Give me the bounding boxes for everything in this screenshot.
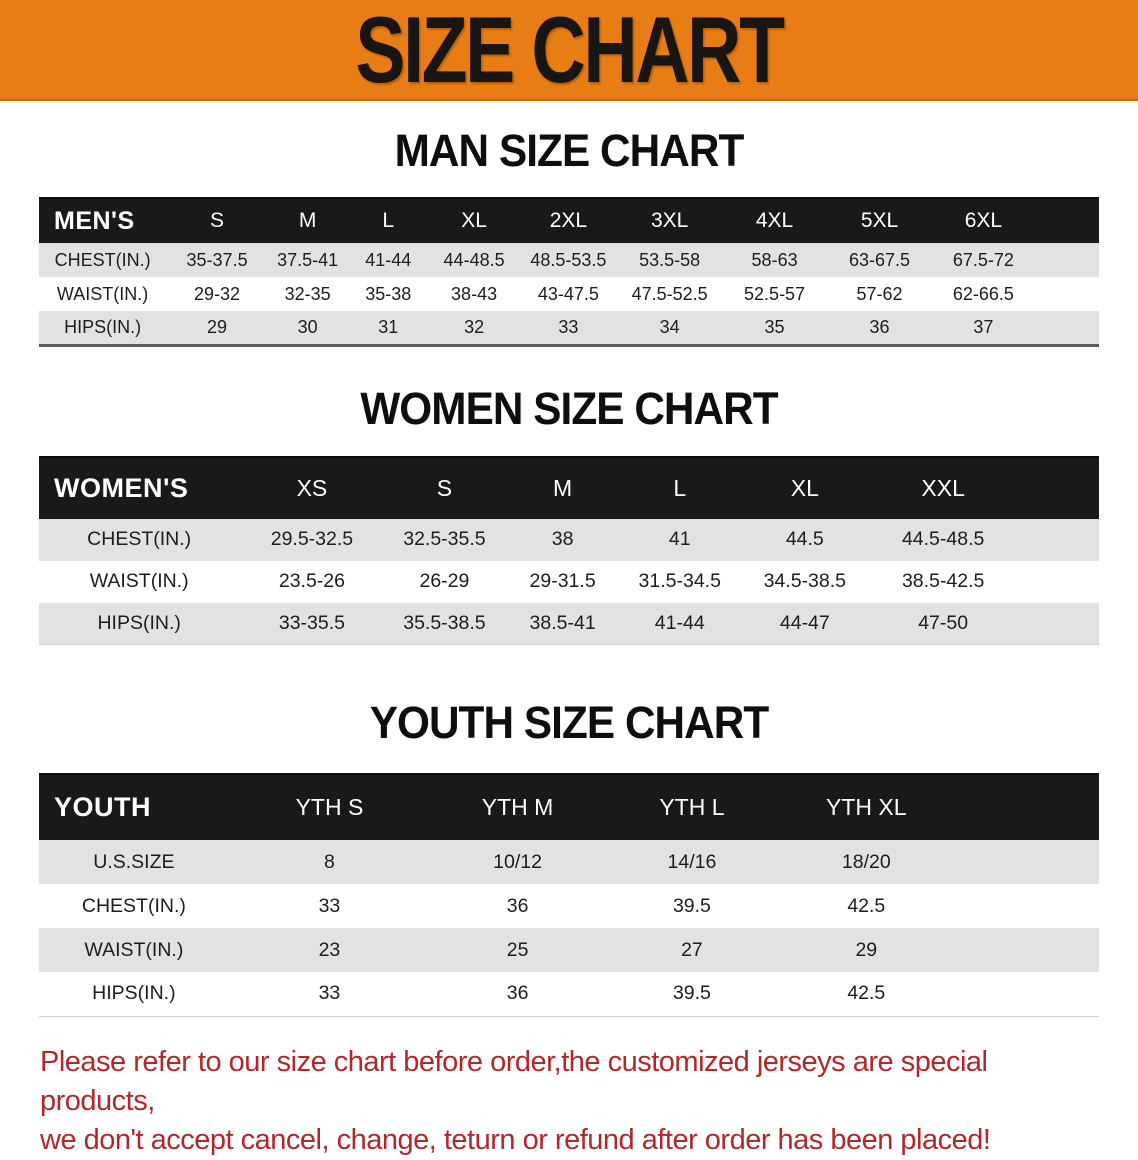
spacer-cell (954, 840, 1099, 884)
size-cell: 35 (722, 311, 828, 345)
size-cell: 34 (618, 311, 722, 345)
spacer-cell (1015, 561, 1099, 603)
size-cell: 47-50 (871, 603, 1015, 645)
size-cell: 10/12 (430, 840, 605, 884)
size-cell: 33 (229, 972, 430, 1016)
youth-col-header: YTH S (295, 794, 364, 820)
row-label-cell: HIPS(IN.) (39, 603, 239, 645)
header-spacer (954, 774, 1099, 840)
size-cell: 35-37.5 (166, 243, 268, 277)
size-cell: 44.5-48.5 (871, 519, 1015, 561)
women-hips-row (39, 603, 1099, 645)
women-section-title: WOMEN SIZE CHART (360, 382, 778, 434)
header-spacer (1015, 457, 1099, 519)
size-cell: 31.5-34.5 (621, 561, 739, 603)
size-cell: 8 (229, 840, 430, 884)
youth-ussize-row (39, 840, 1099, 884)
women-group-label: WOMEN'S (54, 472, 189, 503)
spacer-cell (1015, 603, 1099, 645)
men-waist-row (39, 277, 1099, 311)
women-size-table (39, 456, 1099, 646)
disclaimer-line-2: we don't accept cancel, change, teturn or refund after order has been placed! (40, 1123, 991, 1156)
women-col-header: S (436, 474, 453, 501)
youth-size-table (39, 773, 1099, 1017)
size-cell: 42.5 (779, 884, 954, 928)
women-col-header: XS (296, 474, 328, 501)
size-cell: 44-48.5 (429, 243, 519, 277)
size-cell: 67.5-72 (931, 243, 1035, 277)
size-cell: 37 (931, 311, 1035, 345)
size-cell: 38-43 (429, 277, 519, 311)
row-label-cell: WAIST(IN.) (39, 277, 166, 311)
women-col-header: M (553, 474, 573, 501)
spacer-cell (1035, 243, 1099, 277)
row-label-cell: CHEST(IN.) (39, 243, 166, 277)
row-label-cell: CHEST(IN.) (39, 519, 239, 561)
youth-col-header: YTH L (659, 794, 725, 820)
men-col-header: 6XL (964, 209, 1003, 232)
size-cell: 29 (779, 928, 954, 972)
men-header-row (39, 198, 1099, 243)
men-chest-row (39, 243, 1099, 277)
spacer-cell (1015, 519, 1099, 561)
men-section-title: MAN SIZE CHART (394, 125, 744, 176)
size-cell: 47.5-52.5 (618, 277, 722, 311)
row-label-cell: CHEST(IN.) (39, 884, 229, 928)
size-cell: 41-44 (621, 603, 739, 645)
size-cell: 29 (166, 311, 268, 345)
size-cell: 42.5 (779, 972, 954, 1016)
youth-group-label: YOUTH (54, 792, 151, 822)
size-cell: 44-47 (739, 603, 872, 645)
size-chart-banner (0, 0, 1138, 101)
size-cell: 32 (429, 311, 519, 345)
women-col-header: XL (790, 474, 819, 501)
men-col-header: S (210, 209, 225, 232)
banner-title: SIZE CHART (355, 0, 783, 102)
size-cell: 23.5-26 (239, 561, 384, 603)
size-cell: 36 (828, 311, 932, 345)
row-label-cell: WAIST(IN.) (39, 561, 239, 603)
row-label-cell: U.S.SIZE (39, 840, 229, 884)
size-cell: 32-35 (268, 277, 347, 311)
size-cell: 38.5-42.5 (871, 561, 1015, 603)
size-cell: 57-62 (828, 277, 932, 311)
size-cell: 39.5 (605, 884, 779, 928)
men-hips-row (39, 311, 1099, 345)
row-label-cell: WAIST(IN.) (39, 928, 229, 972)
youth-hips-row (39, 972, 1099, 1016)
women-col-header: L (673, 474, 687, 501)
size-cell: 39.5 (605, 972, 779, 1016)
men-col-header: XL (461, 209, 487, 232)
size-cell: 30 (268, 311, 347, 345)
size-cell: 27 (605, 928, 779, 972)
spacer-cell (954, 928, 1099, 972)
size-cell: 35-38 (347, 277, 429, 311)
size-cell: 18/20 (779, 840, 954, 884)
men-col-header: L (382, 209, 395, 232)
men-col-header: 2XL (549, 209, 588, 232)
size-cell: 41-44 (347, 243, 429, 277)
youth-chest-row (39, 884, 1099, 928)
size-cell: 38.5-41 (504, 603, 621, 645)
size-cell: 34.5-38.5 (739, 561, 872, 603)
disclaimer-line-1: Please refer to our size chart before order,the customized jerseys are special products, (40, 1045, 988, 1117)
size-cell: 62-66.5 (931, 277, 1035, 311)
size-cell: 14/16 (605, 840, 779, 884)
size-cell: 58-63 (722, 243, 828, 277)
size-cell: 33 (229, 884, 430, 928)
size-cell: 52.5-57 (722, 277, 828, 311)
spacer-cell (954, 884, 1099, 928)
size-cell: 36 (430, 884, 605, 928)
youth-col-header: YTH M (481, 794, 554, 820)
women-col-header: XXL (921, 474, 965, 501)
size-cell: 37.5-41 (268, 243, 347, 277)
spacer-cell (954, 972, 1099, 1016)
size-cell: 44.5 (739, 519, 872, 561)
size-cell: 38 (504, 519, 621, 561)
men-size-table (39, 197, 1099, 347)
row-label-cell: HIPS(IN.) (39, 311, 166, 345)
size-cell: 29.5-32.5 (239, 519, 384, 561)
size-cell: 63-67.5 (828, 243, 932, 277)
size-cell: 31 (347, 311, 429, 345)
women-header-row (39, 457, 1099, 519)
youth-section-title: YOUTH SIZE CHART (369, 697, 769, 748)
size-cell: 36 (430, 972, 605, 1016)
size-cell: 35.5-38.5 (385, 603, 505, 645)
size-cell: 53.5-58 (618, 243, 722, 277)
men-col-header: M (298, 209, 317, 232)
size-cell: 23 (229, 928, 430, 972)
header-spacer (1035, 198, 1099, 243)
size-cell: 26-29 (385, 561, 505, 603)
youth-col-header: YTH XL (826, 794, 907, 820)
disclaimer (40, 1043, 1098, 1160)
men-col-header: 3XL (650, 209, 689, 232)
size-cell: 25 (430, 928, 605, 972)
row-label-cell: HIPS(IN.) (39, 972, 229, 1016)
size-cell: 43-47.5 (519, 277, 618, 311)
size-cell: 33-35.5 (239, 603, 384, 645)
size-cell: 33 (519, 311, 618, 345)
spacer-cell (1035, 311, 1099, 345)
men-group-label: MEN'S (54, 206, 135, 235)
women-chest-row (39, 519, 1099, 561)
size-cell: 41 (621, 519, 739, 561)
youth-waist-row (39, 928, 1099, 972)
men-col-header: 4XL (755, 209, 794, 232)
size-cell: 32.5-35.5 (385, 519, 505, 561)
men-col-header: 5XL (860, 209, 899, 232)
women-waist-row (39, 561, 1099, 603)
spacer-cell (1035, 277, 1099, 311)
youth-header-row (39, 774, 1099, 840)
size-cell: 29-32 (166, 277, 268, 311)
size-cell: 29-31.5 (504, 561, 621, 603)
size-cell: 48.5-53.5 (519, 243, 618, 277)
